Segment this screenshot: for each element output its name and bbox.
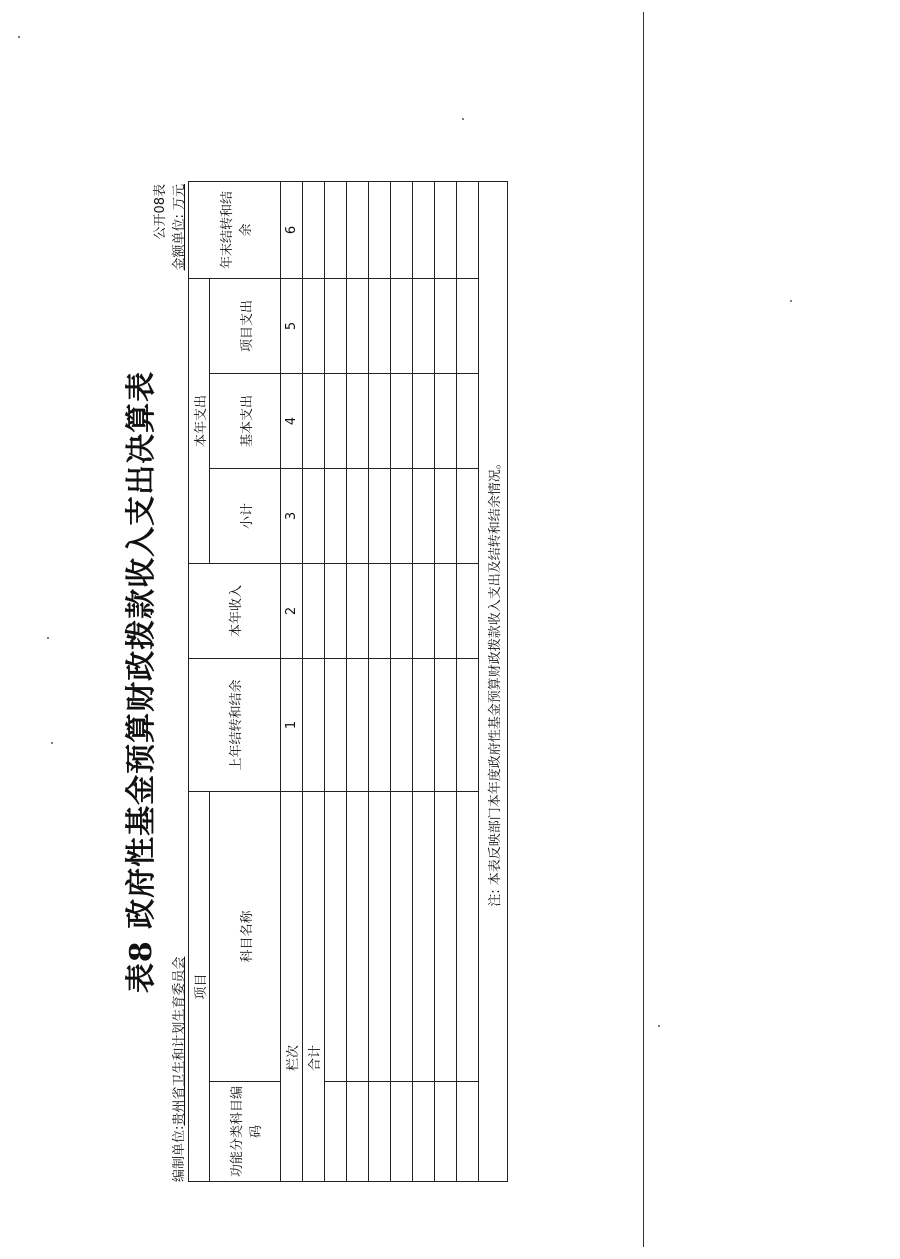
table-cell [413, 563, 435, 658]
table-cell [325, 468, 347, 563]
table-cell [325, 658, 347, 791]
index-col-5: 5 [281, 278, 303, 373]
table-cell [325, 563, 347, 658]
header-subject-name: 科目名称 [210, 791, 281, 1081]
table-cell [457, 278, 479, 373]
table-cell [347, 278, 369, 373]
table-cell [347, 181, 369, 278]
table-cell [369, 791, 391, 1081]
table-cell [391, 278, 413, 373]
index-label: 栏次 [281, 791, 303, 1181]
note-row [479, 181, 508, 1181]
table-cell [413, 181, 435, 278]
table-cell [303, 658, 325, 791]
table-cell [435, 563, 457, 658]
header-prev-balance: 上年结转和结余 [189, 658, 281, 791]
index-row [281, 181, 303, 1181]
scan-speck [790, 300, 792, 302]
prepared-by-value: 贵州省卫生和计划生育委员会 [172, 956, 187, 1126]
scan-speck [658, 1025, 660, 1027]
table-cell [347, 563, 369, 658]
table-row [413, 181, 435, 1181]
table-cell [413, 278, 435, 373]
header-project-expense: 项目支出 [210, 278, 281, 373]
table-cell [325, 181, 347, 278]
table-cell [391, 563, 413, 658]
header-year-end-balance: 年末结转和结余 [189, 181, 281, 278]
total-row [303, 181, 325, 1181]
table-row [325, 181, 347, 1181]
table-cell [347, 1082, 369, 1182]
index-col-6: 6 [281, 181, 303, 278]
scan-speck [462, 118, 464, 120]
table-cell [369, 468, 391, 563]
table-cell [413, 373, 435, 468]
table-note: 注: 本表反映部门本年度政府性基金预算财政拨款收入支出及结转和结余情况。 [479, 181, 508, 1181]
budget-table [188, 181, 508, 1182]
table-cell [303, 563, 325, 658]
table-cell [325, 373, 347, 468]
header-current-income: 本年收入 [189, 563, 281, 658]
table-cell [457, 658, 479, 791]
table-cell [457, 181, 479, 278]
index-col-4: 4 [281, 373, 303, 468]
header-basic-expense: 基本支出 [210, 373, 281, 468]
rotated-document [120, 182, 510, 1182]
prepared-by-label: 编制单位: [172, 1125, 187, 1182]
table-cell [391, 791, 413, 1081]
table-cell [391, 1082, 413, 1182]
header-row-1 [189, 181, 210, 1181]
table-cell [457, 563, 479, 658]
table-cell [369, 563, 391, 658]
table-cell [303, 468, 325, 563]
table-cell [435, 278, 457, 373]
table-cell [391, 181, 413, 278]
table-cell [347, 658, 369, 791]
table-cell [303, 278, 325, 373]
table-cell [435, 181, 457, 278]
table-cell [369, 181, 391, 278]
table-cell [391, 658, 413, 791]
index-col-1: 1 [281, 658, 303, 791]
prepared-by [172, 957, 188, 1182]
page-divider-line [643, 12, 644, 1247]
table-cell [435, 373, 457, 468]
table-cell [435, 658, 457, 791]
table-cell [435, 791, 457, 1081]
header-project: 项目 [189, 791, 210, 1181]
table-row [435, 181, 457, 1181]
total-label: 合计 [303, 791, 325, 1181]
table-row [457, 181, 479, 1181]
table-cell [457, 373, 479, 468]
table-cell [391, 373, 413, 468]
document-title: 表8 政府性基金预算财政拨款收入支出决算表 [124, 370, 159, 994]
table-cell [413, 791, 435, 1081]
header-func-code: 功能分类科目编码 [210, 1082, 281, 1182]
table-cell [325, 1082, 347, 1182]
table-cell [435, 468, 457, 563]
table-cell [347, 791, 369, 1081]
table-cell [369, 658, 391, 791]
table-row [347, 181, 369, 1181]
index-col-2: 2 [281, 563, 303, 658]
table-row [391, 181, 413, 1181]
table-cell [457, 1082, 479, 1182]
table-cell [347, 373, 369, 468]
table-cell [435, 1082, 457, 1182]
header-subtotal: 小计 [210, 468, 281, 563]
table-cell [303, 181, 325, 278]
table-cell [303, 373, 325, 468]
form-number: 公开08表 [153, 184, 168, 240]
table-cell [369, 278, 391, 373]
table-cell [457, 468, 479, 563]
table-row [369, 181, 391, 1181]
table-cell [369, 1082, 391, 1182]
table-cell [369, 373, 391, 468]
table-cell [413, 468, 435, 563]
table-cell [457, 791, 479, 1081]
table-cell [347, 468, 369, 563]
table-cell [325, 791, 347, 1081]
table-cell [413, 1082, 435, 1182]
scan-speck [47, 637, 49, 639]
amount-unit: 金额单位: 万元 [172, 184, 187, 271]
scan-speck [51, 742, 53, 744]
header-current-expense: 本年支出 [189, 278, 210, 563]
table-cell [325, 278, 347, 373]
index-col-3: 3 [281, 468, 303, 563]
table-cell [413, 658, 435, 791]
scan-speck [18, 36, 20, 38]
table-cell [391, 468, 413, 563]
